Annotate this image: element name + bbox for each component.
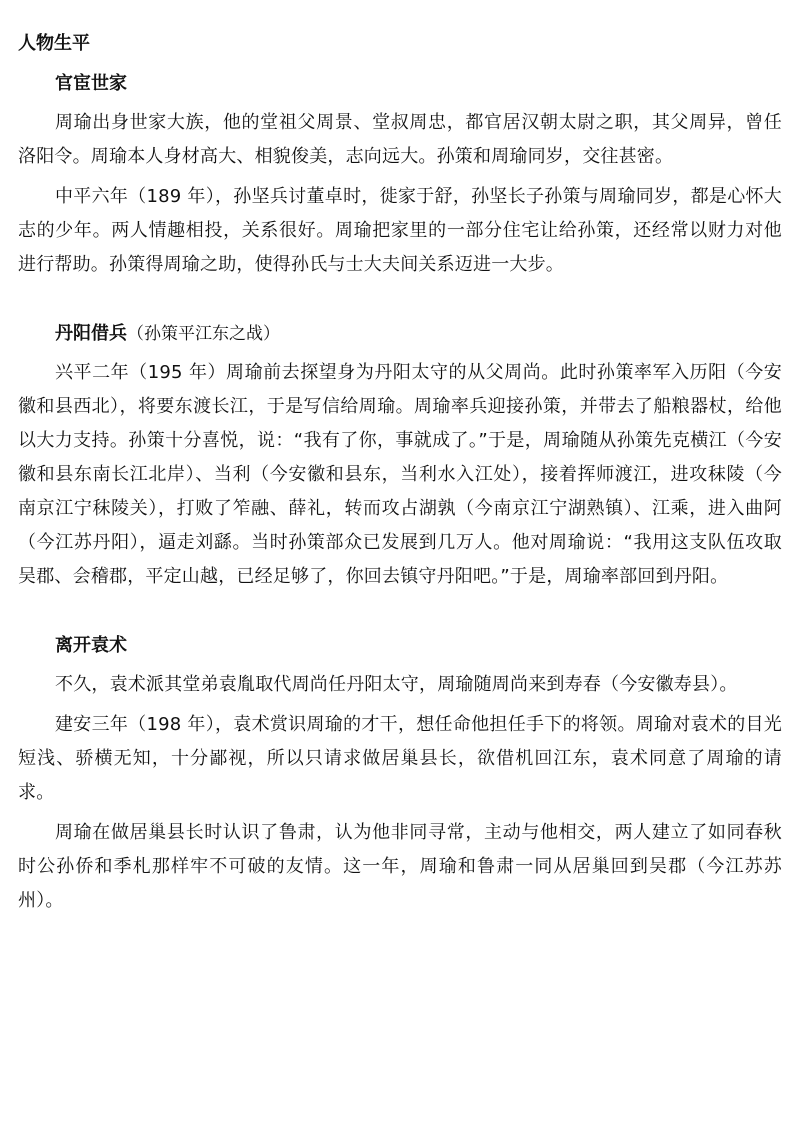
section-heading-text: 丹阳借兵: [55, 323, 127, 344]
paragraph: 周瑜在做居巢县长时认识了鲁肃，认为他非同寻常，主动与他相交，两人建立了如同春秋时公孙侨和季札那样牢不可破的友情。这一年，周瑜和鲁肃一同从居巢回到吴郡（今江苏苏州）。: [18, 822, 782, 911]
section-leaving-yuanshu: [18, 632, 782, 918]
section-official-family: [18, 70, 782, 282]
paragraph: 兴平二年（195 年）周瑜前去探望身为丹阳太守的从父周尚。此时孙策率军入历阳（今安徽和县西北），将要东渡长江，于是写信给周瑜。周瑜率兵迎接孙策，并带去了船粮器杖，给他以大力支持。孙策十分喜悦，说：“我有了你，事就成了。”于是，周瑜随从孙策先克横江（今安徽和县东南长江北岸）、当利（今安徽和县东，当利水入江处），接着挥师渡江，进攻秣陵（今南京江宁秣陵关），打败了笮融、薛礼，转而攻占湖孰（今南京江宁湖熟镇）、江乘，进入曲阿（今江苏丹阳），逼走刘繇。当时孙策部众已发展到几万人。他对周瑜说：“我用这支队伍攻取吴郡、会稽郡，平定山越，已经足够了，你回去镇守丹阳吧。”于是，周瑜率部回到丹阳。: [18, 362, 782, 587]
paragraph: 周瑜出身世家大族，他的堂祖父周景、堂叔周忠，都官居汉朝太尉之职，其父周异，曾任洛阳令。周瑜本人身材高大、相貌俊美，志向远大。孙策和周瑜同岁，交往甚密。: [18, 112, 782, 167]
page-title: 人物生平: [18, 33, 90, 54]
paragraph: 不久，袁术派其堂弟袁胤取代周尚任丹阳太守，周瑜随周尚来到寿春（今安徽寿县）。: [55, 674, 738, 695]
section-danyang-troops: [18, 320, 782, 594]
paragraph: 建安三年（198 年），袁术赏识周瑜的才干，想任命他担任手下的将领。周瑜对袁术的目光短浅、骄横无知，十分鄙视，所以只请求做居巢县长，欲借机回江东，袁术同意了周瑜的请求。: [18, 714, 782, 803]
section-heading: [18, 320, 782, 348]
paragraph: 中平六年（189 年），孙坚兵讨董卓时，徙家于舒，孙坚长子孙策与周瑜同岁，都是心怀大志的少年。两人情趣相投，关系很好。周瑜把家里的一部分住宅让给孙策，还经常以财力对他进行帮助。孙策得周瑜之助，使得孙氏与士大夫间关系迈进一大步。: [18, 186, 782, 275]
section-heading-note: （孙策平江东之战）: [127, 324, 280, 344]
section-heading: [18, 632, 782, 660]
section-heading-text: 官宦世家: [55, 73, 127, 94]
section-heading-text: 离开袁术: [55, 635, 127, 656]
section-heading: [18, 70, 782, 98]
